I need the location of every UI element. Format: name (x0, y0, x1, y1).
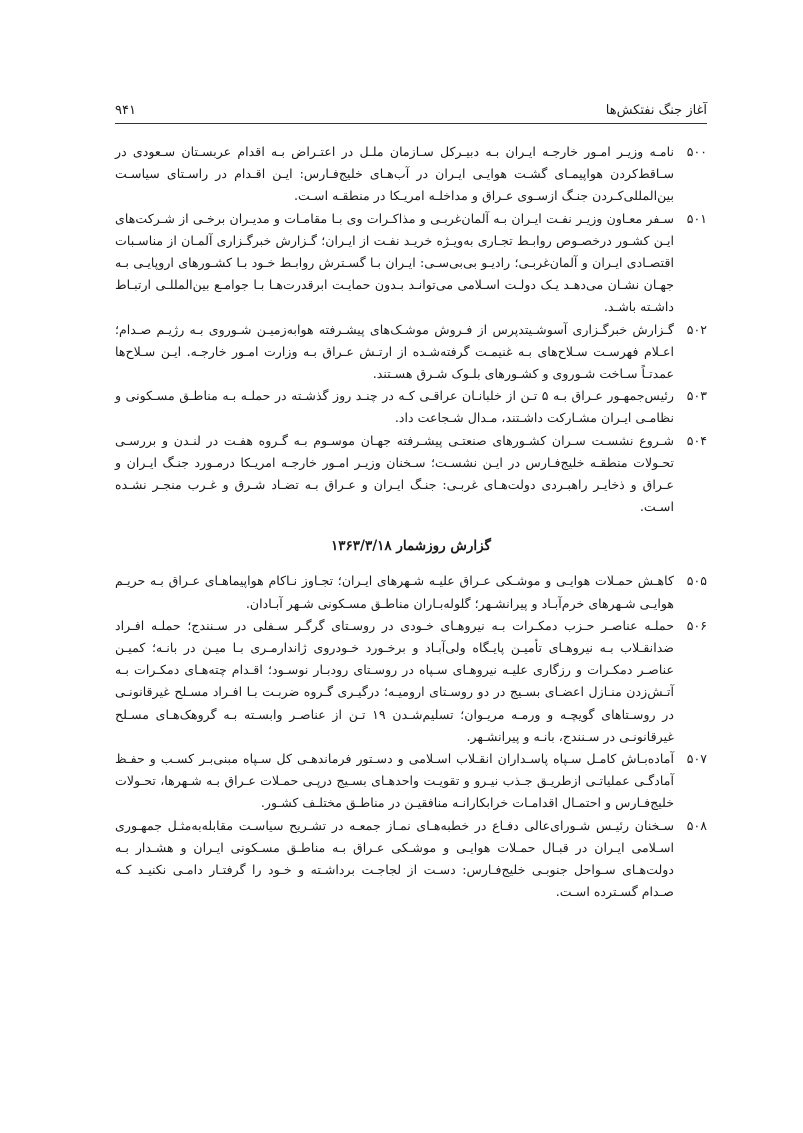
entry-504 (115, 430, 707, 519)
page-body (115, 141, 707, 904)
running-header-title: آغاز جنگ نفتکش‌ها (605, 103, 707, 118)
header-rule (115, 123, 707, 124)
entry-number: ۵۰۳ (686, 388, 707, 404)
running-header (115, 92, 707, 118)
entry-502 (115, 319, 707, 386)
entry-text: سـخنان رئیـس شـورای‌عالی دفـاع در خطبه‌هـای نمـاز جمعـه در تشـریح سیاسـت مقابله‌به‌مثـل جمهـوری اسـلامی ایـران در قبـال حمـلات هوایـی و موشـکی عـراق بـه مناطـق مسـکونی ایـران و هشـدار بـه دولت‌هـای سـواحل جنوبـی خلیج‌فـارس: دسـت از لجاجـت برداشـته و خـود را گرفتـار دامـی نکنیـد کـه صـدام گسـترده اسـت. (115, 817, 674, 900)
entry-508 (115, 815, 707, 904)
entry-text: کاهـش حمـلات هوایـی و موشـکی عـراق علیـه شـهرهای ایـران؛ تجـاوز نـاکام هواپیماهـای عـراق بـه حریـم هوایـی شـهرهای خرم‌آبـاد و پیرانشـهر؛ گلوله‌بـاران مناطـق مسـکونی شـهر آبـادان. (115, 573, 674, 611)
entry-text: آماده‌بـاش کامـل سـپاه پاسـداران انقـلاب اسـلامی و دسـتور فرماندهـی کل سـپاه مبنی‌بـر کسـب و حفـظ آمادگـی عملیاتـی ازطریـق جـذب نیـرو و تقویـت واحدهـای بسـیج درپـی حمـلات عـراق بـه شـهرها، تحـولات خلیج‌فـارس و احتمـال اقدامـات خرابکارانـه منافقیـن در مناطـق مختلـف کشـور. (115, 751, 674, 811)
entry-number: ۵۰۸ (686, 817, 707, 833)
entry-text: شـروع نشسـت سـران کشـورهای صنعتـی پیشـرفته جهـان موسـوم بـه گـروه هفـت در لنـدن و بررسـی تحـولات منطقـه خلیج‌فـارس در ایـن نشسـت؛ سـخنان وزیـر امـور خارجـه امریـکا درمـورد جنـگ ایـران و عـراق و ذخایـر راهبـردی دولت‌هـای غربـی: جنـگ ایـران و عـراق بـه تضـاد شـرق و غـرب منجـر نشـده اسـت. (115, 432, 674, 515)
entry-text: گـزارش خبرگـزاری آسوشـیتدپرس از فـروش موشـک‌های پیشـرفته هوابه‌زمیـن شـوروی بـه رژیـم صـدام؛ اعـلام فهرسـت سـلاح‌های بـه غنیمـت گرفته‌شـده از ارتـش عـراق بـه وزارت امـور خارجـه. ایـن سـلاح‌ها عمدتـاً سـاخت شـوروی و کشـورهای بلـوک شـرق هسـتند. (115, 321, 674, 382)
entry-number: ۵۰۷ (686, 751, 707, 767)
entry-text: حملـه عناصـر حـزب دمکـرات بـه نیروهـای خـودی در روسـتای گرگـر سـفلی در سـنندج؛ حملـه افـراد ضدانقـلاب بـه نیروهـای تأمیـن پایـگاه ولی‌آبـاد و برخـورد خـودروی ژاندارمـری بـا میـن در بانـه؛ کمیـن عناصـر دمکـرات و رزگاری علیـه نیروهـای سـپاه در روسـتای رودبـار نوسـود؛ اقـدام چته‌هـای دمکـرات بـه آتـش‌زدن منـازل اعضـای بسـیج در دو روسـتای ارومیـه؛ درگیـری گـروه ضربـت بـا افـراد مسـلح غیرقانونـی در روسـتاهای گویچـه و ورمـه مریـوان؛ تسلیم‌شـدن ۱۹ تـن از عناصـر وابسـته بـه گروهک‌هـای مسـلح غیرقانونـی در سـنندج، بانـه و پیرانشـهر. (115, 617, 674, 744)
entry-number: ۵۰۶ (686, 617, 707, 633)
entry-text: سـفر معـاون وزیـر نفـت ایـران بـه آلمان‌غربـی و مذاکـرات وی بـا مقامـات و مدیـران برخـی از شـرکت‌های ایـن کشـور درخصـوص روابـط تجـاری به‌ویـژه خریـد نفـت از ایـران؛ گـزارش خبرگـزاری آلمـان از مناسـبات اقتصـادی ایـران و آلمان‌غربـی؛ رادیـو بی‌بی‌سـی: ایـران بـا گسـترش روابـط خـود بـا کشـورهای اروپایـی بـه جهـان نشـان می‌دهـد یـک دولـت اسـلامی می‌توانـد بـدون حمایـت ابرقدرت‌هـا بـا جوامـع بین‌المللـی ارتبـاط داشـته باشـد. (115, 210, 674, 315)
entry-number: ۵۰۲ (686, 321, 707, 337)
entry-500 (115, 141, 707, 208)
section-title: گزارش روزشمار ۱۳۶۳/۳/۱۸ (331, 538, 491, 555)
entry-text: نامـه وزیـر امـور خارجـه ایـران بـه دبیـرکل سـازمان ملـل در اعتـراض بـه اقدام عربسـتان سـعودی در سـاقط‌کردن هواپیمـای گشـت هوایـی ایـران در آب‌هـای خلیج‌فـارس: ایـن اقـدام در راسـتای سیاسـت بین‌المللی‌کـردن جنـگ ازسـوی عـراق و مداخلـه امریـکا در منطقـه اسـت. (115, 144, 674, 204)
entry-503 (115, 385, 707, 429)
entry-501 (115, 208, 707, 319)
entry-number: ۵۰۴ (686, 432, 707, 448)
entry-number: ۵۰۵ (686, 573, 707, 589)
entry-505 (115, 570, 707, 614)
entry-number: ۵۰۱ (686, 210, 707, 226)
page-number: ۹۴۱ (115, 103, 136, 118)
entry-text: رئیس‌جمهـور عـراق بـه ۵ تـن از خلبانـان عراقـی کـه در چنـد روز گذشـته در حملـه بـه مناطـق مسـکونی و نظامـی ایـران مشـارکت داشـتند، مـدال شـجاعت داد. (115, 388, 674, 426)
entry-507 (115, 748, 707, 815)
entry-506 (115, 615, 707, 748)
entry-number: ۵۰۰ (686, 144, 707, 159)
